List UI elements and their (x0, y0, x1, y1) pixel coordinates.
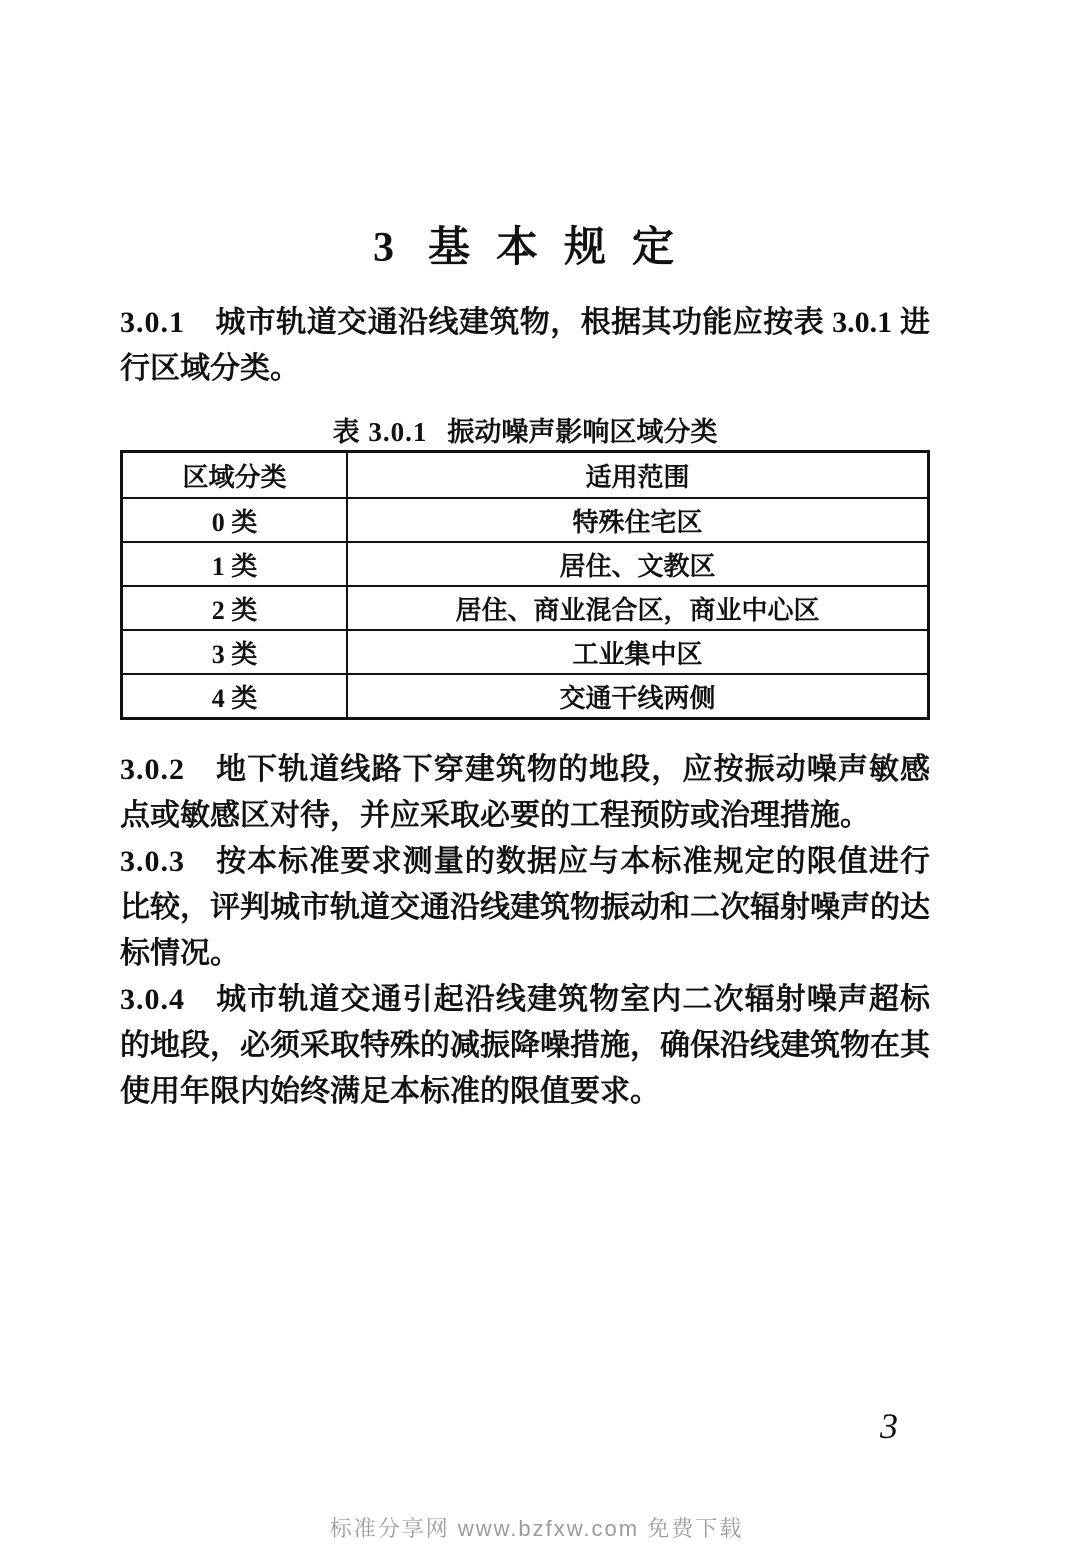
table-cell-zone: 4 类 (122, 674, 348, 719)
table-cell-scope: 交通干线两侧 (347, 674, 929, 719)
clause-text: 地下轨道线路下穿建筑物的地段，应按振动噪声敏感点或敏感区对待，并应采取必要的工程预防或治理措施。 (120, 753, 930, 832)
clause-number: 3.0.1 (120, 306, 185, 339)
chapter-title-text: 基本规定 (427, 225, 700, 272)
table-row (122, 586, 929, 630)
clause-text: 城市轨道交通沿线建筑物，根据其功能应按表 3.0.1 进行区域分类。 (120, 306, 930, 385)
table-cell-scope: 居住、文教区 (347, 542, 929, 586)
clause-3-0-2 (120, 747, 930, 839)
column-header-applicable-scope: 适用范围 (347, 452, 929, 499)
zone-classification-table (120, 450, 930, 720)
table-cell-scope: 居住、商业混合区，商业中心区 (347, 586, 929, 630)
chapter-number: 3 (372, 225, 394, 272)
table-header (122, 452, 929, 499)
table-cell-scope: 工业集中区 (347, 630, 929, 674)
clause-3-0-3 (120, 839, 930, 977)
clause-number: 3.0.2 (120, 753, 185, 786)
table-row (122, 630, 929, 674)
table-body (122, 498, 929, 719)
clause-text: 城市轨道交通引起沿线建筑物室内二次辐射噪声超标的地段，必须采取特殊的减振降噪措施，确保沿线建筑物在其使用年限内始终满足本标准的限值要求。 (120, 983, 930, 1108)
table-cell-zone: 1 类 (122, 542, 348, 586)
clause-number: 3.0.3 (120, 845, 185, 878)
table-caption-text: 振动噪声影响区域分类 (447, 417, 718, 447)
table-row (122, 498, 929, 542)
chapter-title (0, 214, 1073, 274)
footer-watermark: 标准分享网 www.bzfxw.com 免费下载 (329, 1516, 744, 1541)
table-caption-label: 表 3.0.1 (332, 417, 428, 447)
table-cell-zone: 2 类 (122, 586, 348, 630)
table-caption (120, 410, 930, 449)
page-number: 3 (880, 1406, 898, 1446)
clause-number: 3.0.4 (120, 983, 185, 1016)
table-header-row (122, 452, 929, 499)
table-cell-zone: 3 类 (122, 630, 348, 674)
table-row (122, 542, 929, 586)
table-cell-scope: 特殊住宅区 (347, 498, 929, 542)
table-cell-zone: 0 类 (122, 498, 348, 542)
column-header-zone-class: 区域分类 (122, 452, 348, 499)
table-row (122, 674, 929, 719)
clause-3-0-4 (120, 977, 930, 1115)
clause-text: 按本标准要求测量的数据应与本标准规定的限值进行比较，评判城市轨道交通沿线建筑物振动和二次辐射噪声的达标情况。 (120, 845, 930, 970)
clause-3-0-1 (120, 300, 930, 392)
